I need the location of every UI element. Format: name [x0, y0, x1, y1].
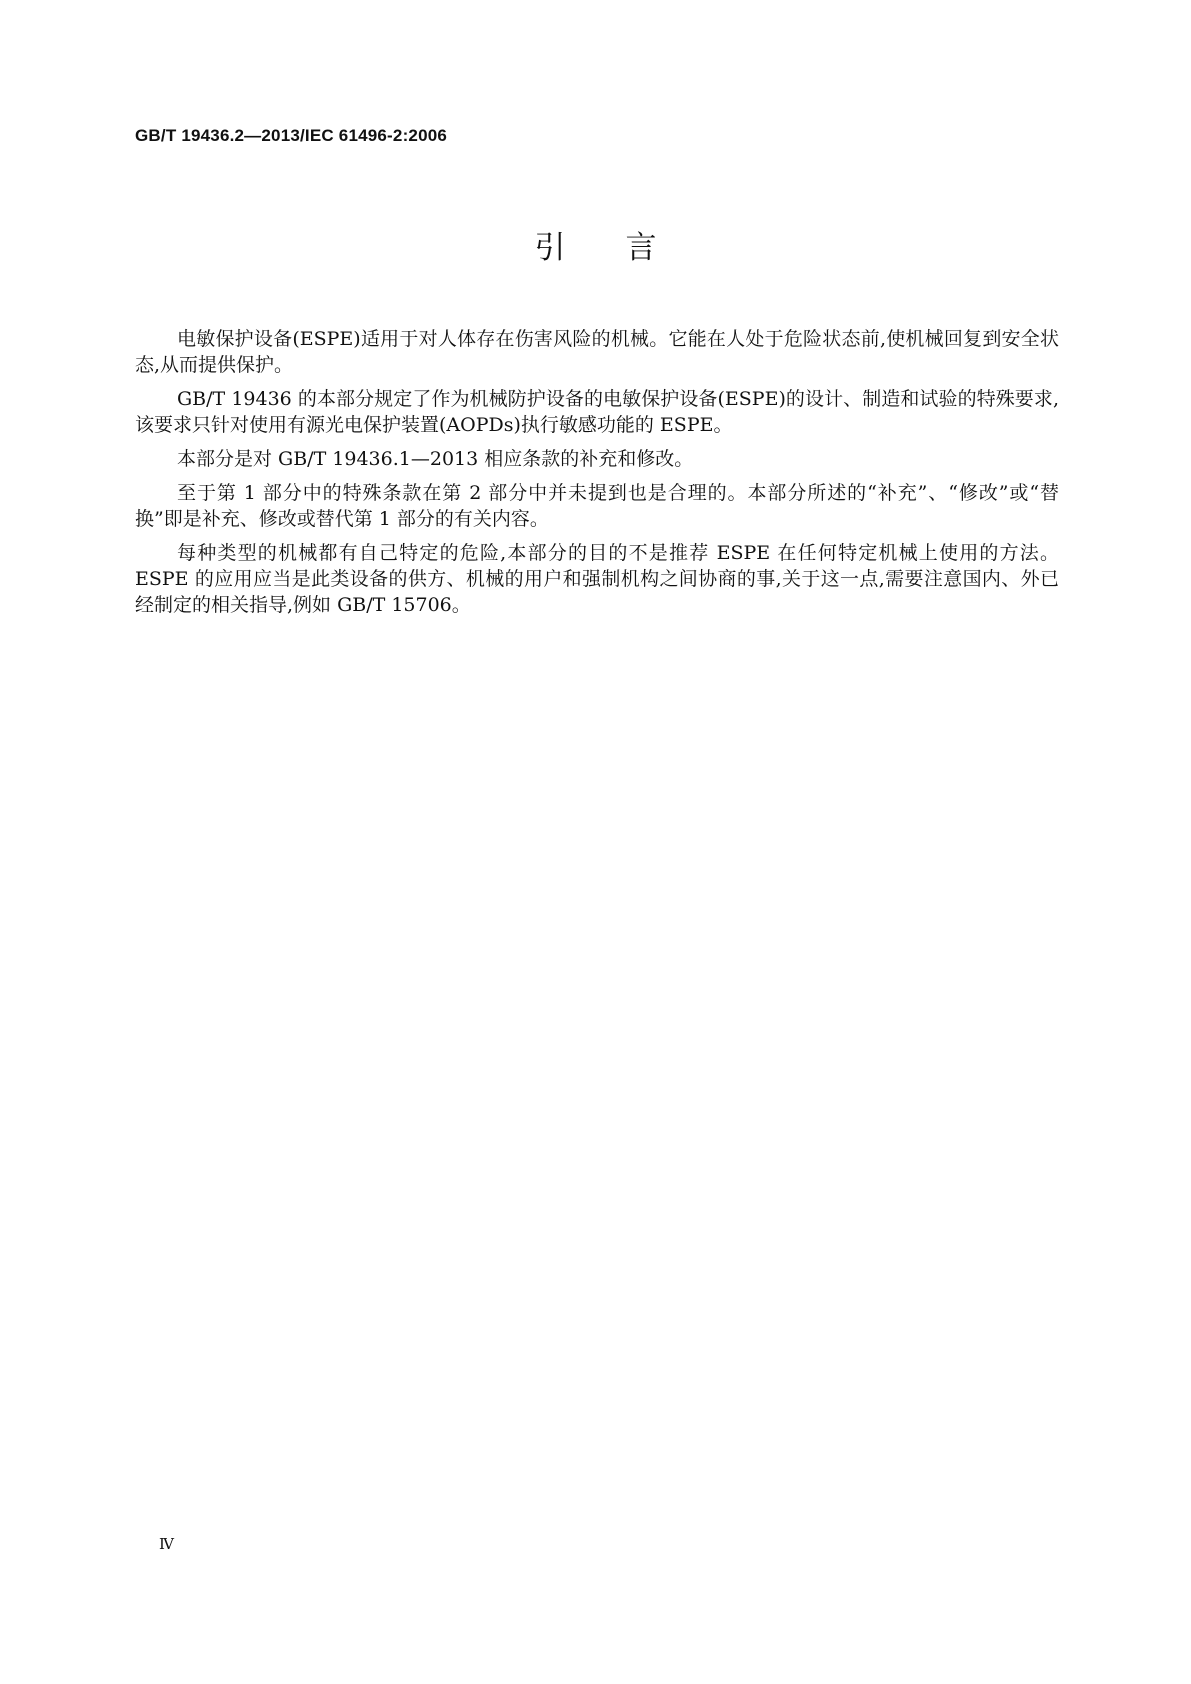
introduction-body	[135, 326, 1059, 626]
paragraph-5: 每种类型的机械都有自己特定的危险,本部分的目的不是推荐 ESPE 在任何特定机械上使用的方法。ESPE 的应用应当是此类设备的供方、机械的用户和强制机构之间协商的事,关于这一点,需要注意国内、外已经制定的相关指导,例如 GB/T 15706。	[135, 542, 1059, 616]
paragraph-1: 电敏保护设备(ESPE)适用于对人体存在伤害风险的机械。它能在人处于危险状态前,使机械回复到安全状态,从而提供保护。	[135, 328, 1059, 376]
page-number: Ⅳ	[159, 1535, 174, 1553]
page-title: 引言	[534, 230, 717, 266]
paragraph-4: 至于第 1 部分中的特殊条款在第 2 部分中并未提到也是合理的。本部分所述的“补充”、“修改”或“替换”即是补充、修改或替代第 1 部分的有关内容。	[135, 482, 1059, 530]
standard-code: GB/T 19436.2—2013/IEC 61496-2:2006	[135, 126, 448, 145]
paragraph-2: GB/T 19436 的本部分规定了作为机械防护设备的电敏保护设备(ESPE)的设计、制造和试验的特殊要求,该要求只针对使用有源光电保护装置(AOPDs)执行敏感功能的 ESPE。	[135, 388, 1059, 436]
paragraph-3: 本部分是对 GB/T 19436.1—2013 相应条款的补充和修改。	[177, 448, 694, 470]
